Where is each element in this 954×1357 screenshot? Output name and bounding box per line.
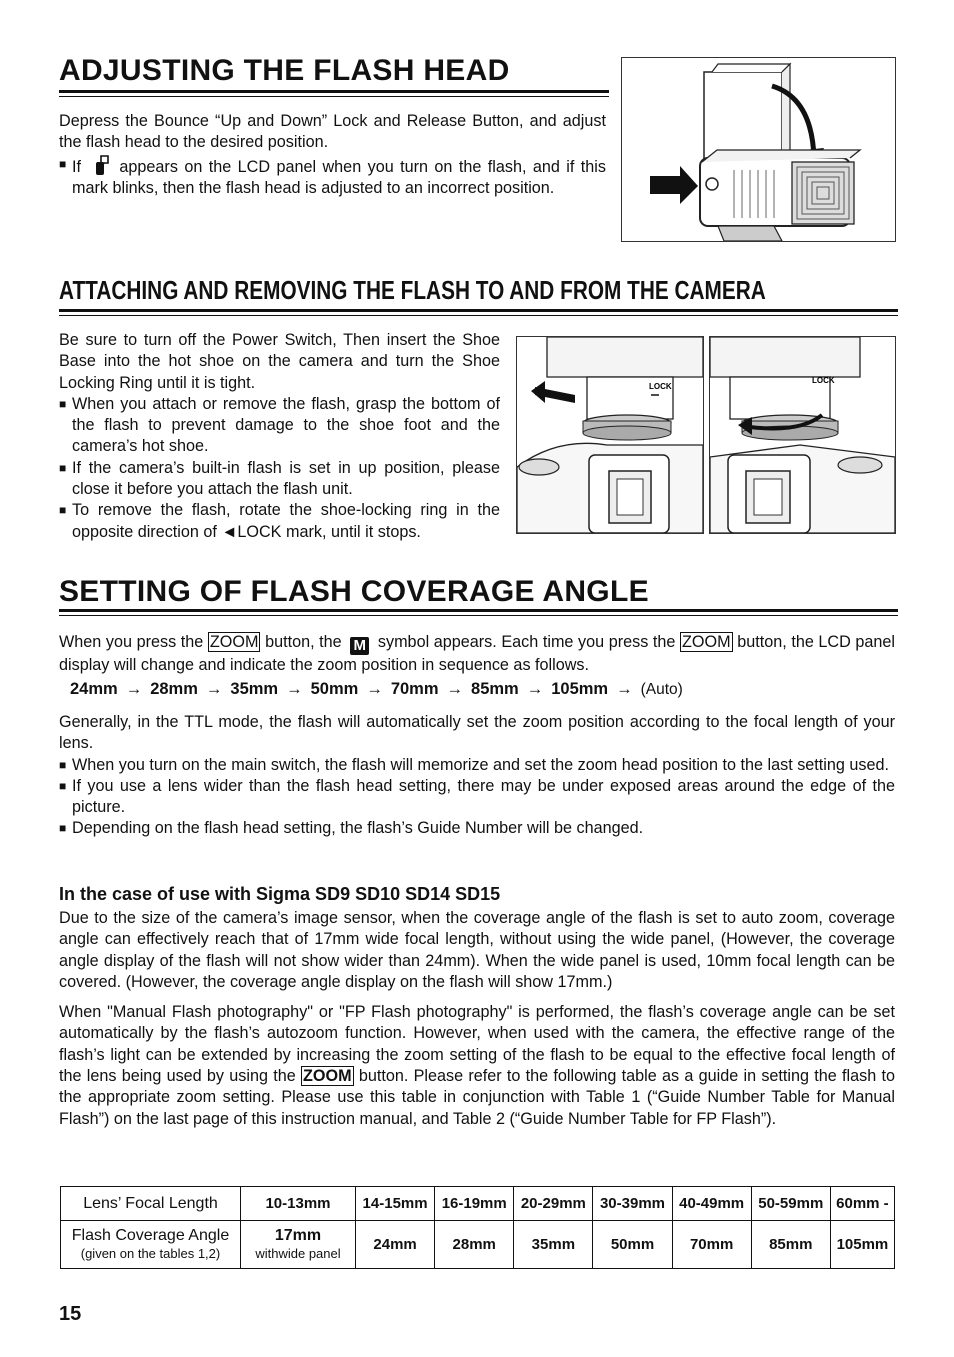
zoom-step: 28mm	[150, 680, 198, 698]
table-cell: 85mm	[751, 1221, 830, 1269]
table-cell: 60mm -	[830, 1187, 894, 1221]
text-run: button, the LCD panel display will change and indicate the zoom position in sequence as follows.	[59, 633, 896, 674]
table-row	[61, 1221, 895, 1269]
zoom-button-label: ZOOM	[303, 1067, 352, 1086]
table-cell: 10-13mm	[241, 1187, 356, 1221]
page-number: 15	[59, 1303, 82, 1325]
bullet-mark: ■	[59, 396, 67, 411]
table-cell: 35mm	[514, 1221, 593, 1269]
paragraph	[59, 1002, 895, 1130]
table-cell: 105mm	[830, 1221, 894, 1269]
row-label-main: Flash Coverage Angle	[71, 1226, 230, 1244]
section-title-coverage: SETTING OF FLASH COVERAGE ANGLE	[59, 575, 649, 608]
section-title-attaching: ATTACHING AND REMOVING THE FLASH TO AND FROM THE CAMERA	[59, 275, 766, 305]
lock-mark-label: LOCK	[649, 382, 672, 391]
bullet-text-pre: If	[72, 157, 81, 176]
bullet-text: When you turn on the main switch, the flash will memorize and set the zoom head position to the last setting used.	[72, 755, 890, 774]
paragraph: Be sure to turn off the Power Switch, Then insert the Shoe Base into the hot shoe on the camera and turn the Shoe Locking Ring until it is tight.	[59, 331, 500, 392]
bullet-mark: ■	[59, 821, 67, 836]
subheading: In the case of use with Sigma SD9 SD10 SD14 SD15	[59, 884, 501, 904]
attach-flash-illustration	[516, 336, 704, 534]
lock-mark-label: LOCK	[812, 376, 835, 385]
bullet-item	[59, 394, 500, 458]
table-cell: 70mm	[672, 1221, 751, 1269]
arrow-right-icon: →	[616, 680, 633, 698]
manual-m-symbol: M	[350, 637, 369, 655]
bullet-mark: ■	[59, 503, 67, 518]
section-divider	[59, 309, 898, 312]
coverage-table	[60, 1186, 895, 1269]
text-run: When you press the	[59, 633, 204, 651]
bullet-mark: ■	[59, 757, 67, 772]
bullet-item	[59, 154, 606, 200]
table-row	[61, 1187, 895, 1221]
table-row-label	[61, 1221, 241, 1269]
bullet-mark: ■	[59, 778, 67, 793]
table-cell: 24mm	[356, 1221, 435, 1269]
text-run: When "Manual Flash photography" or "FP Flash photography" is performed, the flash’s coverage angle can be set automatically by the flash’s autozoom function. However, when used with the camera, the effective range of the flash’s light can be extended by increasing the zoom setting of the flash to be equal to the effective focal length of the lens being used by using the	[59, 1003, 895, 1086]
paragraph: Due to the size of the camera’s image sensor, when the coverage angle of the flash is set to auto zoom, coverage angle can effectively reach that of 17mm wide focal length, without using the wide panel, (However, the coverage angle display of the flash will not show wider than 24mm). When the wide panel is used, 10mm focal length can be covered. (However, the coverage angle display on the flash will show 17mm.)	[59, 909, 895, 991]
zoom-step: 50mm	[310, 680, 359, 698]
section-divider	[59, 315, 898, 316]
zoom-step-auto: (Auto)	[640, 681, 683, 698]
bullet-text: If the camera’s built-in flash is set in up position, please close it before you attach the flash unit.	[72, 458, 500, 499]
arrow-right-icon: →	[526, 680, 544, 698]
bullet-item	[59, 818, 895, 839]
bullet-item	[59, 755, 895, 776]
arrow-right-icon: →	[446, 680, 464, 698]
bullet-mark: ■	[59, 156, 67, 171]
table-cell: 50-59mm	[751, 1187, 830, 1221]
table-cell: 16-19mm	[435, 1187, 514, 1221]
paragraph: Generally, in the TTL mode, the flash will automatically set the zoom position according to the focal length of your lens.	[59, 713, 895, 753]
coverage-main: 17mm	[274, 1226, 322, 1244]
section-title-flash-head: ADJUSTING THE FLASH HEAD	[59, 54, 510, 87]
zoom-button-label: ZOOM	[209, 633, 259, 651]
flash-head-indicator-icon	[93, 154, 113, 178]
row-label-sub: (given on the tables 1,2)	[80, 1245, 221, 1261]
coverage-sub: withwide panel	[255, 1245, 341, 1261]
section-divider	[59, 90, 609, 93]
zoom-step: 24mm	[70, 680, 118, 698]
bullet-item	[59, 458, 500, 501]
table-cell	[241, 1221, 356, 1269]
bullet-item	[59, 776, 895, 819]
bullet-mark: ■	[59, 460, 67, 475]
section-divider	[59, 96, 609, 97]
zoom-step: 105mm	[551, 680, 609, 698]
table-cell: 28mm	[435, 1221, 514, 1269]
remove-flash-illustration	[709, 336, 896, 534]
text-run: button, the	[265, 633, 342, 651]
table-cell: 40-49mm	[672, 1187, 751, 1221]
zoom-sequence	[70, 680, 683, 699]
text-run: button. Please refer to the following table as a guide in setting the flash to the appropriate zoom setting. Please use this table in conjunction with Table 1 (“Guide Number Table for Manual Flash”) on the last page of this instruction manual, and Table 2 (“Guide Number Table for FP Flash”).	[59, 1067, 895, 1128]
bullet-text-post: appears on the LCD panel when you turn on the flash, and if this mark blinks, then the flash head is adjusted to an incorrect position.	[72, 157, 606, 197]
arrow-right-icon: →	[286, 680, 303, 698]
table-cell: 14-15mm	[356, 1187, 435, 1221]
section3-intro	[59, 632, 895, 676]
section-divider	[59, 615, 898, 616]
section1-body	[59, 111, 606, 199]
table-row-label: Lens’ Focal Length	[61, 1187, 241, 1221]
bullet-text: Depending on the flash head setting, the flash’s Guide Number will be changed.	[72, 819, 644, 838]
section-divider	[59, 609, 898, 612]
arrow-right-icon: →	[366, 680, 383, 698]
section2-body	[59, 330, 500, 543]
zoom-step: 85mm	[471, 680, 519, 698]
table-cell: 50mm	[593, 1221, 672, 1269]
bullet-item	[59, 500, 500, 543]
table-cell: 20-29mm	[514, 1187, 593, 1221]
zoom-step: 35mm	[230, 680, 279, 698]
zoom-button-label: ZOOM	[682, 633, 731, 651]
flash-head-illustration	[621, 57, 896, 242]
sigma-section-body	[59, 908, 895, 1130]
arrow-right-icon: →	[205, 680, 223, 698]
bullet-text: To remove the flash, rotate the shoe-locking ring in the opposite direction of ◄LOCK mark, until it stops.	[72, 501, 500, 541]
text-run: symbol appears. Each time you press the	[377, 633, 676, 651]
bullet-text: If you use a lens wider than the flash head setting, there may be under exposed areas around the edge of the picture.	[72, 776, 895, 817]
arrow-right-icon: →	[125, 680, 143, 698]
section3-body	[59, 712, 895, 840]
paragraph: Depress the Bounce “Up and Down” Lock and Release Button, and adjust the flash head to the desired position.	[59, 112, 606, 152]
bullet-text: When you attach or remove the flash, grasp the bottom of the flash to prevent damage to the shoe foot and the camera’s hot shoe.	[72, 394, 500, 456]
paragraph	[59, 632, 895, 676]
zoom-step: 70mm	[390, 680, 439, 698]
table-cell: 30-39mm	[593, 1187, 672, 1221]
